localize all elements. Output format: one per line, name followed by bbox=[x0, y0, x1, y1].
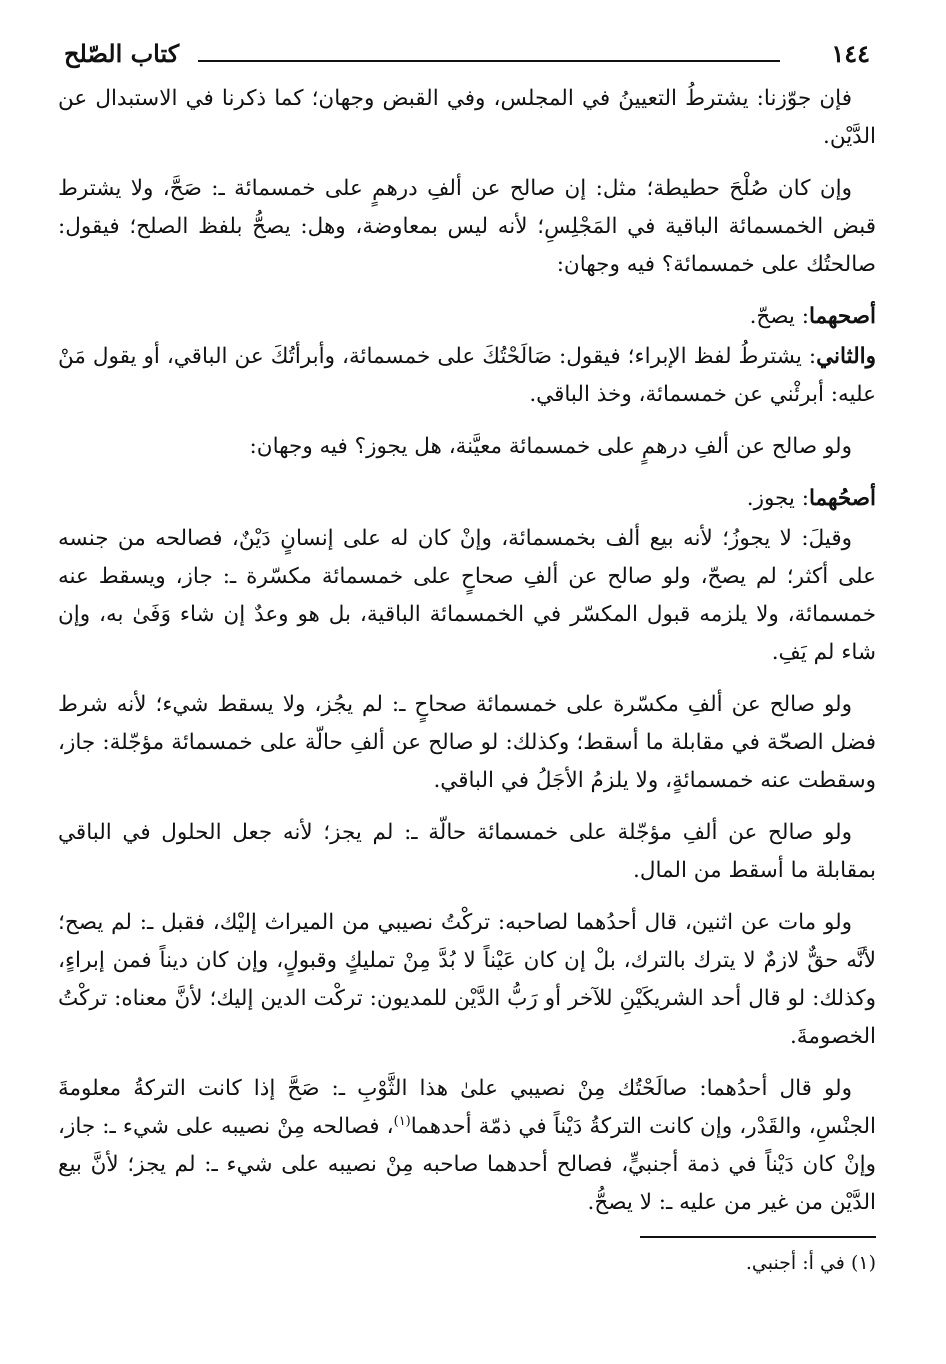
paragraph: وقيلَ: لا يجوزُ؛ لأنه بيع ألف بخمسمائة، وإنْ كان له على إنسانٍ دَيْنٌ، فصالحه من جنسه على أكثر؛ لم يصحّ، ولو صالح عن ألفِ صحاحٍ على خمسمائة مكسّرة ـ: جاز، ويسقط عنه خمسمائة، ولا يلزمه قبول المكسّر في الخمسمائة الباقية، بل هو وعدٌ إن شاء وَفَىٰ به، وإن شاء لم يَفِ. bbox=[58, 526, 876, 665]
page-number: ١٤٤ bbox=[825, 39, 876, 68]
footnote-reference: (١) bbox=[393, 1113, 411, 1129]
paragraph: فإن جوّزنا: يشترطُ التعيينُ في المجلس، وفي القبض وجهان؛ كما ذكرنا في الاستبدال عن الدَّيْن. bbox=[58, 86, 876, 149]
paragraph: أصحهما: يصحّ. bbox=[749, 304, 876, 329]
paragraph: والثاني: يشترطُ لفظ الإبراء؛ فيقول: صَالَحْتُكَ على خمسمائة، وأبرأتُكَ عن الباقي، أو يقول مَنْ عليه: أبرئْني عن خمسمائة، وخذ الباقي. bbox=[58, 344, 876, 407]
paragraph-lead: أصحهما bbox=[809, 304, 876, 329]
book-page bbox=[58, 30, 876, 1340]
footnote bbox=[58, 1248, 876, 1278]
paragraph: أصحُهما: يجوز. bbox=[746, 486, 876, 511]
footnote-mark: (١) bbox=[850, 1252, 876, 1274]
paragraph: ولو صالح عن ألفِ مكسّرة على خمسمائة صحاحٍ ـ: لم يجُز، ولا يسقط شيء؛ لأنه شرط فضل الصحّة في مقابلة ما أسقط؛ وكذلك: لو صالح عن ألفِ حالّة على خمسمائة مؤجّلة: جاز، وسقطت عنه خمسمائةٍ، ولا يلزمُ الأجَلُ في الباقي. bbox=[58, 692, 876, 793]
paragraph-lead: أصحُهما bbox=[809, 486, 876, 511]
paragraph: وإن كان صُلْحَ حطيطة؛ مثل: إن صالح عن ألفِ درهمٍ على خمسمائة ـ: صَحَّ، ولا يشترط قبض الخمسمائة الباقية في المَجْلِسِ؛ لأنه ليس بمعاوضة، وهل: يصحُّ بلفظ الصلح؛ فيقول: صالحتُك على خمسمائة؟ فيه وجهان: bbox=[58, 176, 876, 277]
book-title: كتاب الصّلح bbox=[58, 39, 185, 68]
footnote-text: في أ: أجنبي. bbox=[745, 1252, 845, 1274]
body-text bbox=[58, 80, 876, 1222]
paragraph: ولو صالح عن ألفِ درهمٍ على خمسمائة معيَّنة، هل يجوز؟ فيه وجهان: bbox=[249, 434, 852, 459]
header-rule bbox=[198, 60, 780, 62]
footnote-divider bbox=[640, 1236, 876, 1238]
page-header bbox=[58, 30, 876, 76]
paragraph: ولو مات عن اثنين، قال أحدُهما لصاحبه: تركْتُ نصيبي من الميراث إليْك، فقبل ـ: لم يصح؛ لأنَّه حقٌّ لازمٌ لا يترك بالترك، بلْ إن كان عَيْناً لا بُدَّ مِنْ تمليكٍ وقبولٍ، وإن كان ديناً فمن إبراءٍ، وكذلك: لو قال أحد الشريكَيْنِ للآخر أو رَبُّ الدَّيْن للمديون: تركْت الدين إليك؛ لأنَّ معناه: تركْتُ الخصومةَ. bbox=[58, 910, 876, 1049]
paragraph: ولو قال أحدُهما: صالَحْتُك مِنْ نصيبي علىٰ هذا الثَّوْبِ ـ: صَحَّ إذا كانت التركةُ معلومةَ الجنْسِ، والقَدْر، وإن كانت التركةُ دَيْناً في ذمّة أحدهما$^{(١)}$، فصالحه مِنْ نصيبه على شيء ـ: جاز، وإنْ كان دَيْناً في ذمة أجنبيٍّ، فصالح أحدهما صاحبه مِنْ نصيبه على شيء ـ: لم يجز؛ لأنَّ بيع الدَّيْن من غير من عليه ـ: لا يصحُّ. bbox=[58, 1076, 877, 1215]
paragraph-lead: والثاني bbox=[816, 344, 876, 369]
paragraph: ولو صالح عن ألفِ مؤجّلة على خمسمائة حالّة ـ: لم يجز؛ لأنه جعل الحلول في الباقي بمقابلة ما أسقط من المال. bbox=[58, 820, 876, 883]
